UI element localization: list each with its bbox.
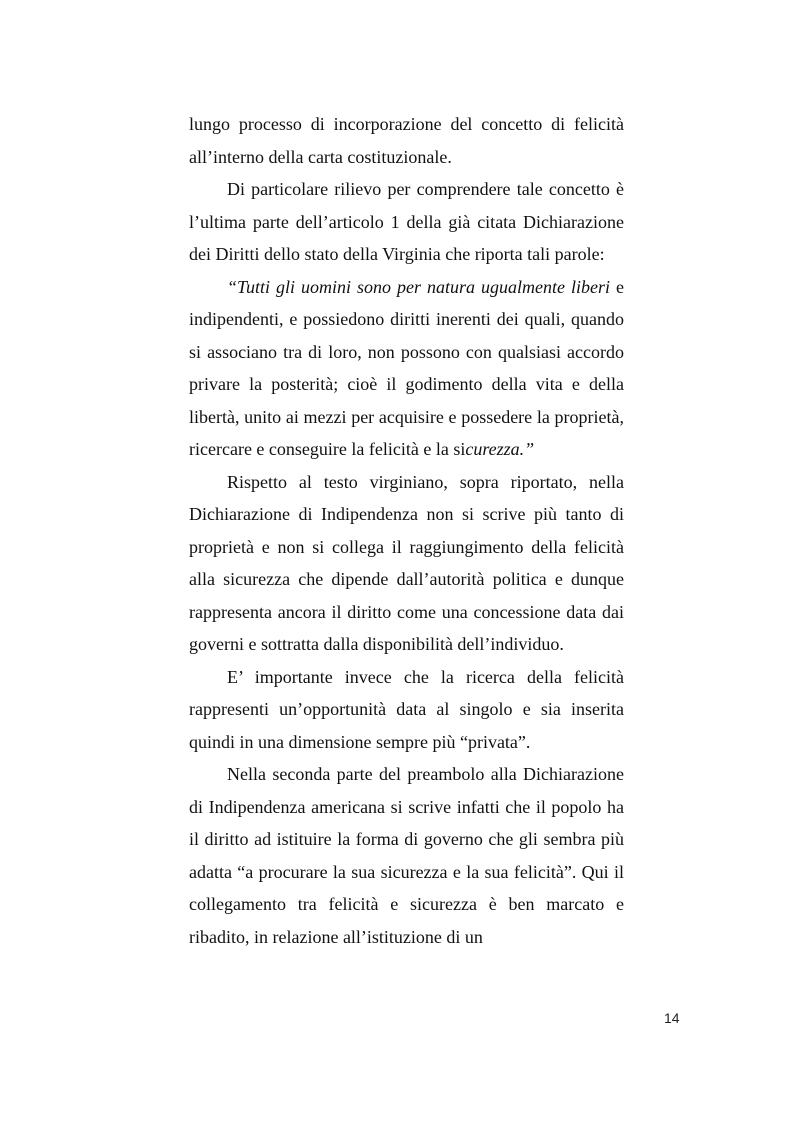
quotation-opening: “Tutti gli uomini sono per natura ugualmente liberi bbox=[227, 276, 611, 297]
paragraph-comparison: Rispetto al testo virginiano, sopra riportato, nella Dichiarazione di Indipendenza non si scrive più tanto di proprietà e non si collega il raggiungimento della felicità alla sicurezza che dipende dall’autorità politica e dunque rappresenta ancora il diritto come una concessione data dai governi e sottratta dalla disponibilità dell’individuo. bbox=[189, 471, 624, 654]
quotation-body: e indipendenti, e possiedono diritti inerenti dei quali, quando si associano tra di loro, non possono con qualsiasi accordo privare la posterità; cioè il godimento della vita e della libertà, unito ai mezzi per acquisire e possedere la proprietà, ricercare e conseguire la felicità e la si bbox=[189, 276, 625, 459]
paragraph-continuation: lungo processo di incorporazione del concetto di felicità all’interno della carta costituzionale. bbox=[189, 114, 624, 167]
paragraph-private-dimension: E’ importante invece che la ricerca della felicità rappresenti un’opportunità data al singolo e sia inserita quindi in una dimensione sempre più “privata”. bbox=[189, 666, 624, 752]
quotation-virginia-article-1 bbox=[189, 271, 624, 466]
page-number: 14 bbox=[664, 1010, 680, 1026]
page-body bbox=[189, 108, 624, 953]
paragraph-preamble: Nella seconda parte del preambolo alla Dichiarazione di Indipendenza americana si scrive infatti che il popolo ha il diritto ad istituire la forma di governo che gli sembra più adatta “a procurare la sua sicurezza e la sua felicità”. Qui il collegamento tra felicità e sicurezza è ben marcato e ribadito, in relazione all’istituzione di un bbox=[189, 764, 624, 947]
paragraph-virginia-intro: Di particolare rilievo per comprendere tale concetto è l’ultima parte dell’articolo 1 della già citata Dichiarazione dei Diritti dello stato della Virginia che riporta tali parole: bbox=[189, 179, 624, 264]
quotation-closing: curezza.” bbox=[465, 439, 535, 459]
